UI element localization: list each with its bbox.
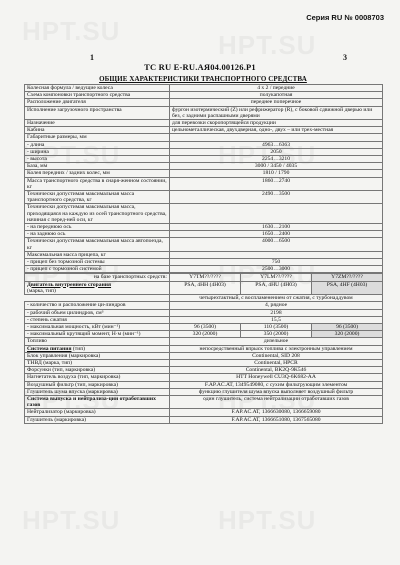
row-label: Воздушный фильтр (тип, маркировка) [25,381,170,388]
table-row [25,274,383,281]
power-system-heading [25,345,170,352]
row-label: Назначение [25,120,170,127]
torque-value: 320 (2000) [170,331,241,338]
row-label: - на переднюю ось [25,224,170,231]
table-row [25,106,383,119]
table-row [25,251,383,258]
row-label: - ширина [25,148,170,155]
row-label: Технически допустимая максимальная масса автопоезда, кг [25,238,170,251]
row-value: 15,5 [170,316,383,323]
table-row [25,204,383,224]
row-value: один глушитель, система нейтрализации отработавших газов [170,395,383,408]
table-row [25,323,383,330]
row-value: 4 х 2 / передние [170,85,383,92]
table-row [25,127,383,134]
row-label: - прицеп с тормозной системой [25,266,170,273]
row-label: - рабочий объем цилиндров, см³ [25,309,170,316]
column-header: Y7TM??/???? [170,274,241,281]
exhaust-heading: Система выпуска и нейтрализа-ции отработавших газов [25,395,170,408]
row-label: Колесная формула / ведущие колеса [25,85,170,92]
row-value: 2050 [170,148,383,155]
table-row [25,120,383,127]
row-value: 2490…3500 [170,191,383,204]
table-row [25,85,383,92]
table-row [25,156,383,163]
engine-heading-text: Двигатель внутреннего сгорания [27,281,112,288]
row-value: переднее поперечное [170,99,383,106]
page-number-right: 3 [343,53,347,62]
row-value [170,134,383,141]
table-row [25,359,383,366]
table-row [25,302,383,309]
table-row [25,409,383,416]
row-value: 3000 / 3450 / 4035 [170,163,383,170]
table-row [25,191,383,204]
table-row [25,374,383,381]
table-row [25,163,383,170]
table-row [25,316,383,323]
watermark [22,16,120,47]
table-row [25,338,383,345]
column-header: Y7ZM??/???? [312,274,383,281]
power-heading-sub: (тип) [72,345,86,352]
row-value: F.AP.AC.AT, 1349549080, с сухим фильтрующим элементом [170,381,383,388]
row-value: для перевозки скоропортящейся продукции [170,120,383,127]
row-value: Continental, HPCR [170,359,383,366]
row-value: фургон изотермический (Z) или рефрижератор (R), с боковой сдвижной дверью или без, с задними распашными дверями [170,106,383,119]
row-value: 2254…3210 [170,156,383,163]
watermark [218,30,316,61]
row-label: - на заднюю ось [25,231,170,238]
serial-number: Серия RU № 0008703 [306,13,384,22]
table-row [25,309,383,316]
row-label: Исполнение загрузочного пространства [25,106,170,119]
row-label: Технически допустимая максимальная масса транспортного средства, кг [25,191,170,204]
row-value: непосредственный впрыск топлива с электронным управлением [170,345,383,352]
row-label: Технически допустимая максимальная масса, приходящаяся на каждую из осей транспортного средства, начиная с перед-ней оси, кг [25,204,170,224]
table-row [25,148,383,155]
row-label: Глушитель шума впуска (маркировка) [25,388,170,395]
page-number-left: 1 [90,53,94,62]
row-value: 750 [170,259,383,266]
row-value: цельнометаллическая, двухдверная, одно-, двух – или трех-местная [170,127,383,134]
table-row [25,231,383,238]
table-row [25,238,383,251]
power-value: 96 (3500) [170,323,241,330]
document-number: ТС RU Е-RU.АЯ04.00126.Р1 [144,62,256,72]
row-label: - количество и расположение ци-линдров [25,302,170,309]
table-row [25,295,383,302]
characteristics-table [24,84,383,424]
engine-heading [25,281,170,294]
table-row [25,134,383,141]
row-label: Топливо [25,338,170,345]
table-row [25,266,383,273]
section-title: ОБЩИЕ ХАРАКТЕРИСТИКИ ТРАНСПОРТНОГО СРЕДСТВА [99,75,307,83]
row-label: - степень сжатия [25,316,170,323]
table-row [25,331,383,338]
row-value: 2198 [170,309,383,316]
row-label: Максимальная масса прицепа, кг [25,251,170,258]
row-value: F.AP.AC.AT, 1366630080, 1366659080 [170,409,383,416]
row-label: Нагнетатель воздуха (тип, маркировка) [25,374,170,381]
power-value: 110 (3500) [241,323,312,330]
row-value: 4963…6363 [170,141,383,148]
table-row [25,92,383,99]
torque-value: 320 (2000) [312,331,383,338]
row-value: HTT Honeywell CU3Q-6K682-AA [170,374,383,381]
row-value: Continental, BK2Q-9K546 [170,367,383,374]
row-label: - максимальная мощность, кВт (мин⁻¹) [25,323,170,330]
power-heading-text: Система питания [27,345,72,352]
torque-value: 350 (2000) [241,331,312,338]
table-row [25,259,383,266]
row-label: - длина [25,141,170,148]
row-value: 1630…2100 [170,224,383,231]
row-label: База, мм [25,163,170,170]
row-label: Блок управления (маркировка) [25,352,170,359]
engine-name: PSA, 4HU (4H03) [241,281,312,294]
table-row [25,395,383,408]
base-vehicles-label: на базе транспортных средств: [25,274,170,281]
row-value: полукапотная [170,92,383,99]
table-row [25,416,383,423]
table-row [25,281,383,294]
table-row [25,352,383,359]
table-row [25,224,383,231]
engine-description: четырехтактный, с воспламенением от сжатия, с турбонаддувом [170,295,383,302]
row-value: 4, рядное [170,302,383,309]
watermark [22,505,120,536]
row-value: 1860…2740 [170,177,383,190]
row-label: - высота [25,156,170,163]
row-value: дизельное [170,338,383,345]
row-label: ТНВД (марка, тип) [25,359,170,366]
row-label: Масса транспортного средства в снаря-женном состоянии, кг [25,177,170,190]
row-label: Глушитель (маркировка) [25,416,170,423]
row-value [170,251,383,258]
table-row [25,381,383,388]
row-value: 1650…2400 [170,231,383,238]
engine-name: PSA, 4HF (4H03) [312,281,383,294]
row-value: 4000…6500 [170,238,383,251]
table-row [25,177,383,190]
row-label: Кабина [25,127,170,134]
row-value: функцию глушителя шума впуска выполняет воздушный фильтр [170,388,383,395]
row-value: 1810 / 1790 [170,170,383,177]
engine-heading-sub: (марка, тип) [27,287,56,294]
row-label: Схема компоновки транспортного средства [25,92,170,99]
watermark [218,505,316,536]
row-value: 2500…3000 [170,266,383,273]
table-row [25,345,383,352]
column-header: Y7LM??/???? [241,274,312,281]
row-label: - максимальный крутящий момент, Н·м (мин⁻¹) [25,331,170,338]
row-value [170,204,383,224]
table-row [25,170,383,177]
table-row [25,388,383,395]
row-value: F.AP.AC.AT, 1366651080, 1367565080 [170,416,383,423]
engine-name: PSA, 4HH (4H03) [170,281,241,294]
row-label: - прицеп без тормозной системы [25,259,170,266]
table-row [25,99,383,106]
row-value: Continental, SID 208 [170,352,383,359]
row-label: Нейтрализатор (маркировка) [25,409,170,416]
row-label: Колея передних / задних колес, мм [25,170,170,177]
row-label: Форсунки (тип, маркировка) [25,367,170,374]
table-row [25,141,383,148]
row-label: Расположение двигателя [25,99,170,106]
power-value: 96 (3500) [312,323,383,330]
row-label: Габаритные размеры, мм [25,134,170,141]
table-row [25,367,383,374]
